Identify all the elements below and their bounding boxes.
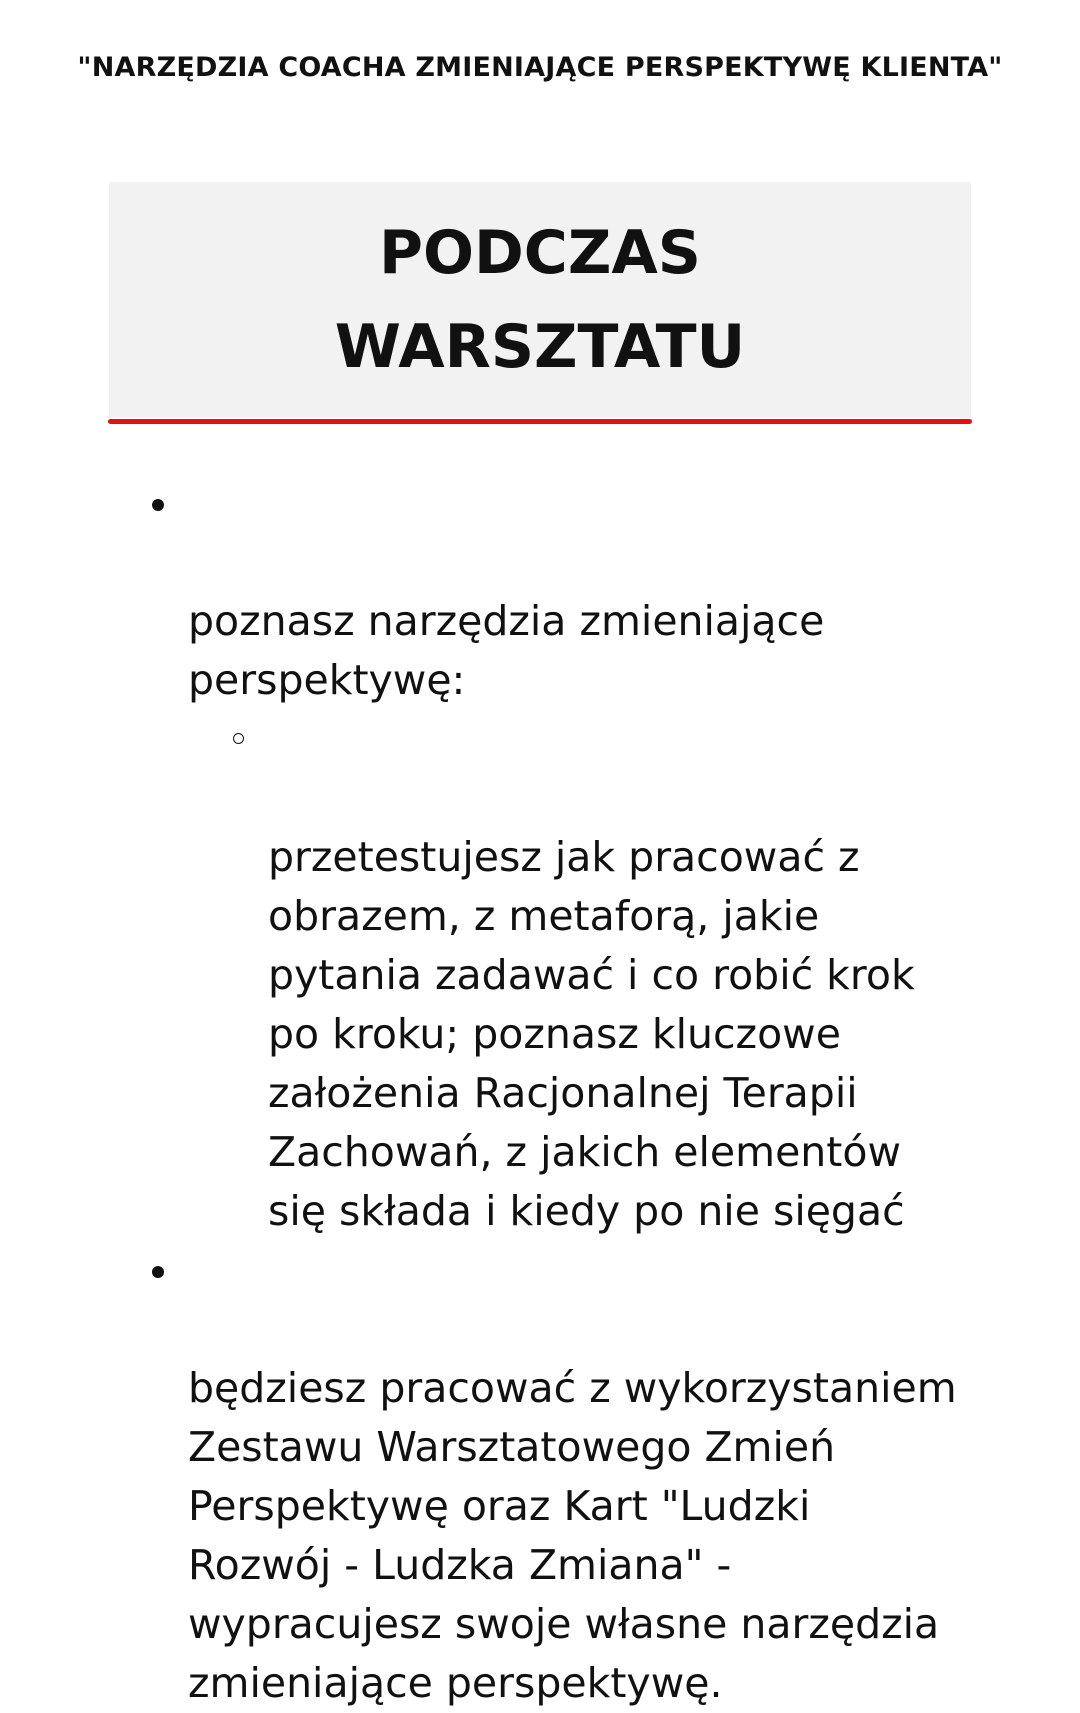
bullet-list — [188, 474, 988, 1713]
sub-bullet-list — [268, 710, 988, 1241]
bullet-dot-icon — [152, 1266, 164, 1278]
bullet-dot-icon — [152, 499, 164, 511]
list-item — [188, 1241, 988, 1713]
list-item-text: poznasz narzędzia zmieniające perspektywę: — [188, 597, 825, 704]
section-header-box — [109, 182, 971, 418]
sub-list-item — [268, 710, 988, 1241]
document-title: "NARZĘDZIA COACHA ZMIENIAJĄCE PERSPEKTYWĘ KLIENTA" — [77, 52, 1003, 83]
list-item-text: będziesz pracować z wykorzystaniem Zestawu Warsztatowego Zmień Perspektywę oraz Kart "Ludzki Rozwój - Ludzka Zmiana" - wypracujesz swoje własne narzędzia zmieniające perspektywę. — [188, 1364, 957, 1707]
list-item — [188, 474, 988, 710]
section-underline — [108, 419, 972, 424]
section-heading: PODCZAS WARSZTATU — [334, 218, 746, 382]
sub-list-item-text: przetestujesz jak pracować z obrazem, z metaforą, jakie pytania zadawać i co robić krok po kroku; poznasz kluczowe założenia Racjonalnej Terapii Zachowań, z jakich elementów się składa i kiedy po nie sięgać — [268, 833, 915, 1235]
bullet-circle-icon — [233, 733, 244, 744]
